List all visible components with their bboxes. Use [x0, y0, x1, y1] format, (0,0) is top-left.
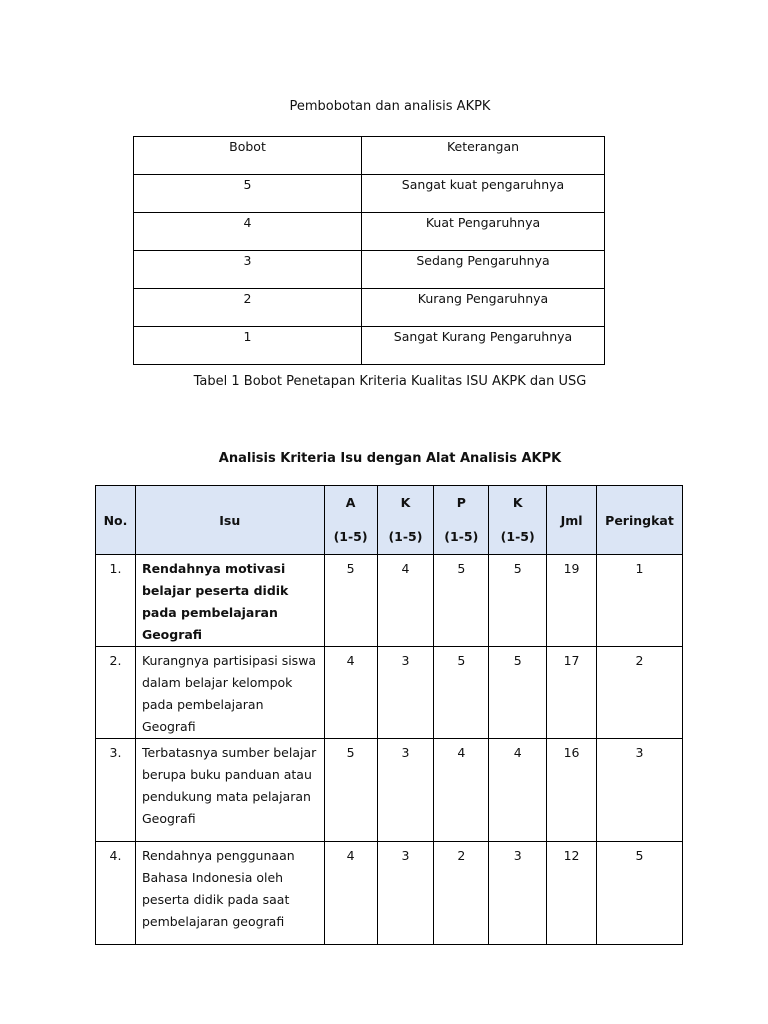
weight-table	[133, 136, 605, 365]
score-a: 4	[324, 647, 377, 739]
table-row	[134, 213, 605, 251]
score-a: 5	[324, 555, 377, 647]
table-row	[134, 289, 605, 327]
analysis-table-title: Analisis Kriteria Isu dengan Alat Analisis AKPK	[218, 451, 562, 466]
weight-value: 4	[134, 213, 362, 251]
score-k2: 3	[489, 842, 547, 945]
analysis-table	[95, 485, 683, 945]
score-total: 17	[547, 647, 597, 739]
header-jml: Jml	[547, 486, 597, 555]
score-k2: 5	[489, 647, 547, 739]
criteria-range: (1-5)	[388, 529, 423, 544]
score-k1: 4	[377, 555, 434, 647]
score-a: 4	[324, 842, 377, 945]
header-keterangan: Keterangan	[362, 137, 605, 175]
score-k1: 3	[377, 842, 434, 945]
rank: 1	[597, 555, 683, 647]
score-total: 19	[547, 555, 597, 647]
issue-text: Rendahnya motivasi belajar peserta didik pada pembelajaran Geografi	[135, 555, 324, 647]
rank: 3	[597, 739, 683, 842]
weight-description: Sangat kuat pengaruhnya	[362, 175, 605, 213]
score-total: 16	[547, 739, 597, 842]
table-row	[134, 327, 605, 365]
issue-text: Rendahnya penggunaan Bahasa Indonesia oleh peserta didik pada saat pembelajaran geografi	[135, 842, 324, 945]
table-row	[96, 842, 683, 945]
header-peringkat: Peringkat	[597, 486, 683, 555]
score-p: 5	[434, 555, 489, 647]
weight-description: Sangat Kurang Pengaruhnya	[362, 327, 605, 365]
row-number: 1.	[96, 555, 136, 647]
score-p: 5	[434, 647, 489, 739]
issue-text: Kurangnya partisipasi siswa dalam belajar kelompok pada pembelajaran Geografi	[135, 647, 324, 739]
weight-table-title: Pembobotan dan analisis AKPK	[289, 99, 491, 114]
weight-value: 5	[134, 175, 362, 213]
score-a: 5	[324, 739, 377, 842]
table-row	[134, 175, 605, 213]
weight-value: 3	[134, 251, 362, 289]
header-k2	[489, 486, 547, 555]
weight-table-header-row	[134, 137, 605, 175]
score-k1: 3	[377, 647, 434, 739]
weight-value: 1	[134, 327, 362, 365]
weight-description: Kurang Pengaruhnya	[362, 289, 605, 327]
criteria-label: P	[456, 495, 466, 510]
row-number: 4.	[96, 842, 136, 945]
weight-table-caption: Tabel 1 Bobot Penetapan Kriteria Kualitas ISU AKPK dan USG	[193, 374, 587, 389]
criteria-label: K	[400, 495, 411, 510]
header-k1	[377, 486, 434, 555]
weight-value: 2	[134, 289, 362, 327]
criteria-range: (1-5)	[333, 529, 368, 544]
analysis-table-header-row	[96, 486, 683, 555]
rank: 5	[597, 842, 683, 945]
rank: 2	[597, 647, 683, 739]
header-isu: Isu	[135, 486, 324, 555]
table-row	[134, 251, 605, 289]
criteria-range: (1-5)	[444, 529, 479, 544]
score-k2: 5	[489, 555, 547, 647]
weight-description: Kuat Pengaruhnya	[362, 213, 605, 251]
score-total: 12	[547, 842, 597, 945]
header-p	[434, 486, 489, 555]
score-k1: 3	[377, 739, 434, 842]
criteria-label: A	[345, 495, 356, 510]
issue-text: Terbatasnya sumber belajar berupa buku panduan atau pendukung mata pelajaran Geografi	[135, 739, 324, 842]
table-row	[96, 647, 683, 739]
weight-description: Sedang Pengaruhnya	[362, 251, 605, 289]
criteria-label: K	[512, 495, 523, 510]
header-no: No.	[96, 486, 136, 555]
header-bobot: Bobot	[134, 137, 362, 175]
score-p: 4	[434, 739, 489, 842]
table-row	[96, 555, 683, 647]
score-k2: 4	[489, 739, 547, 842]
row-number: 2.	[96, 647, 136, 739]
criteria-range: (1-5)	[500, 529, 535, 544]
header-a	[324, 486, 377, 555]
table-row	[96, 739, 683, 842]
score-p: 2	[434, 842, 489, 945]
row-number: 3.	[96, 739, 136, 842]
